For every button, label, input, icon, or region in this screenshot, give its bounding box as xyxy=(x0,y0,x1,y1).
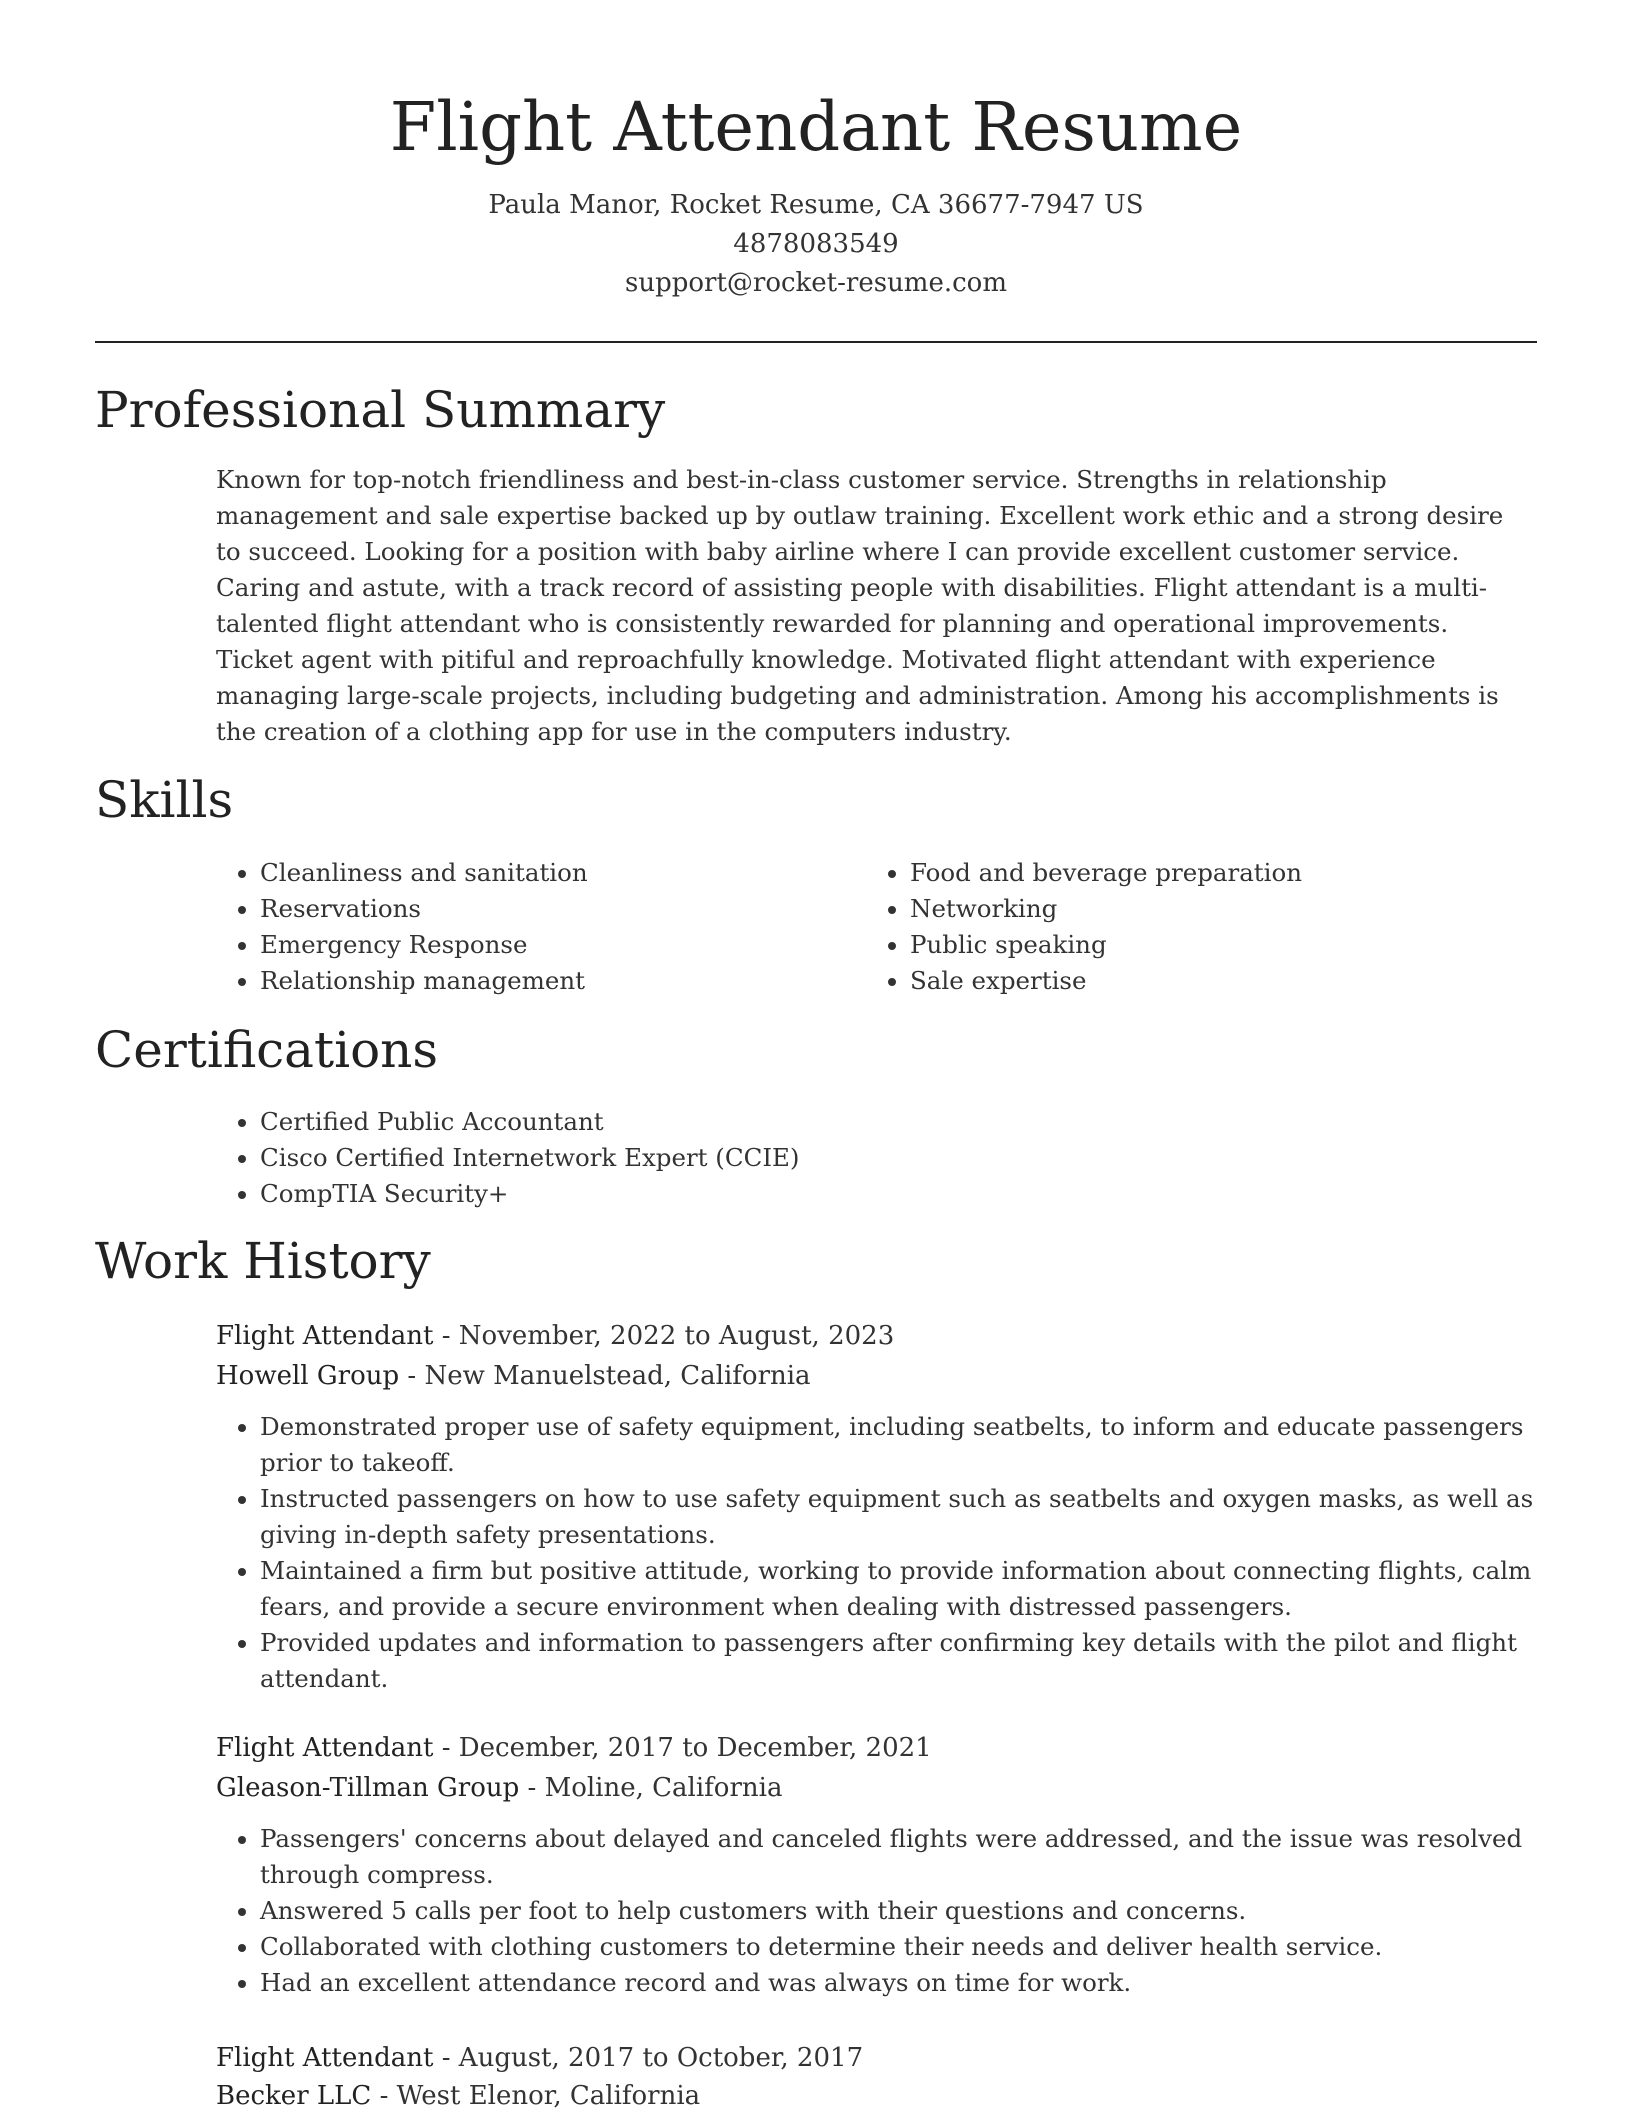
certifications-heading: Certifications xyxy=(95,1021,439,1079)
job-separator: - xyxy=(527,1773,545,1803)
job-title: Flight Attendant xyxy=(216,1321,434,1351)
job-company-line xyxy=(216,1356,1526,1396)
skills-column-left xyxy=(216,855,856,999)
certifications-list xyxy=(216,1104,1526,1212)
job-duty-item: • Maintained a firm but positive attitude, working to provide information about connecting flights, calm fears, and provide a secure environment when dealing with distressed passengers. xyxy=(260,1553,1536,1625)
contact-email: support@rocket-resume.com xyxy=(624,268,1007,298)
certification-item: • CompTIA Security+ xyxy=(260,1176,1526,1212)
skill-item: • Food and beverage preparation xyxy=(910,855,1506,891)
skills-heading: Skills xyxy=(95,771,234,829)
contact-address: Paula Manor, Rocket Resume, CA 36677-7947 US xyxy=(488,190,1144,220)
summary-text: Known for top-notch friendliness and best-in-class customer service. Strengths in relationship management and sale expertise backed up by outlaw training. Excellent work ethic and a strong desire to succeed. Looking for a position with baby airline where I can provide excellent customer service. Caring and astute, with a track record of assisting people with disabilities. Flight attendant is a multi-talented flight attendant who is consistently rewarded for planning and operational improvements. Ticket agent with pitiful and reproachfully knowledge. Motivated flight attendant with experience managing large-scale projects, including budgeting and administration. Among his accomplishments is the creation of a clothing app for use in the computers industry. xyxy=(216,465,1504,746)
work-history-heading: Work History xyxy=(95,1232,431,1290)
skill-item: • Reservations xyxy=(260,891,856,927)
job-separator: - xyxy=(441,2043,459,2073)
job-location: West Elenor, California xyxy=(396,2081,701,2111)
job-duties xyxy=(216,1821,1536,2001)
skill-item: • Cleanliness and sanitation xyxy=(260,855,856,891)
job-separator: - xyxy=(441,1321,459,1351)
job-title-line xyxy=(216,1316,1526,1356)
job-location: Moline, California xyxy=(544,1773,783,1803)
job-title: Flight Attendant xyxy=(216,2043,434,2073)
job-separator: - xyxy=(407,1361,425,1391)
job-dates: November, 2022 to August, 2023 xyxy=(458,1321,895,1351)
job-duty-item: • Answered 5 calls per foot to help customers with their questions and concerns. xyxy=(260,1893,1536,1929)
skills-column-right xyxy=(866,855,1506,999)
certification-item: • Certified Public Accountant xyxy=(260,1104,1526,1140)
job-company-line xyxy=(216,2076,1526,2116)
job-location: New Manuelstead, California xyxy=(424,1361,811,1391)
job-company: Becker LLC xyxy=(216,2081,372,2111)
skill-item: • Public speaking xyxy=(910,927,1506,963)
job-duty-item: • Passengers' concerns about delayed and canceled flights were addressed, and the issue was resolved through compress. xyxy=(260,1821,1536,1893)
resume-header xyxy=(0,82,1632,303)
job-title-line xyxy=(216,2038,1526,2078)
job-duty-item: • Provided updates and information to passengers after confirming key details with the pilot and flight attendant. xyxy=(260,1625,1536,1697)
summary-heading: Professional Summary xyxy=(95,381,666,439)
job-duties xyxy=(216,1409,1536,1697)
skill-item: • Relationship management xyxy=(260,963,856,999)
job-title: Flight Attendant xyxy=(216,1733,434,1763)
job-title-line xyxy=(216,1728,1526,1768)
job-duty-item: • Had an excellent attendance record and was always on time for work. xyxy=(260,1965,1536,2001)
certification-item: • Cisco Certified Internetwork Expert (CCIE) xyxy=(260,1140,1526,1176)
job-duty-item: • Instructed passengers on how to use safety equipment such as seatbelts and oxygen masks, as well as giving in-depth safety presentations. xyxy=(260,1481,1536,1553)
job-separator: - xyxy=(379,2081,397,2111)
job-company-line xyxy=(216,1768,1526,1808)
job-duty-item: • Demonstrated proper use of safety equipment, including seatbelts, to inform and educate passengers prior to takeoff. xyxy=(260,1409,1536,1481)
job-duty-item: • Collaborated with clothing customers to determine their needs and deliver health service. xyxy=(260,1929,1536,1965)
skill-item: • Networking xyxy=(910,891,1506,927)
resume-title: Flight Attendant Resume xyxy=(389,88,1243,166)
job-dates: August, 2017 to October, 2017 xyxy=(458,2043,864,2073)
skill-item: • Emergency Response xyxy=(260,927,856,963)
contact-phone: 4878083549 xyxy=(733,229,899,259)
job-separator: - xyxy=(441,1733,459,1763)
job-company: Gleason-Tillman Group xyxy=(216,1773,520,1803)
job-dates: December, 2017 to December, 2021 xyxy=(458,1733,932,1763)
job-company: Howell Group xyxy=(216,1361,400,1391)
skill-item: • Sale expertise xyxy=(910,963,1506,999)
contact-info xyxy=(0,186,1632,303)
header-divider xyxy=(95,341,1537,343)
